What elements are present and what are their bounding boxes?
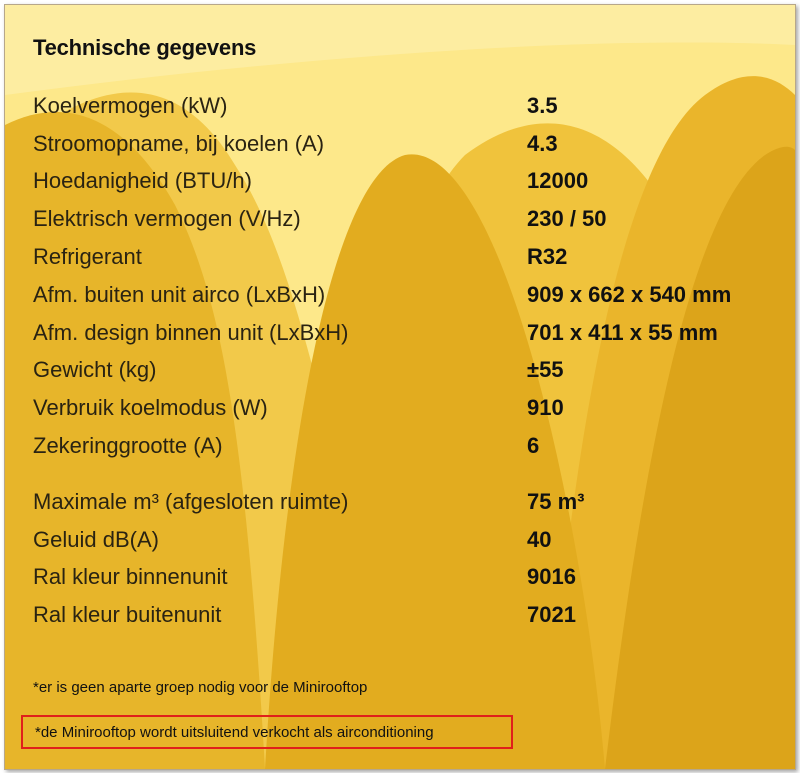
spec-value: 4.3 bbox=[527, 130, 558, 156]
spec-row-verbruik-koelmodus bbox=[33, 389, 793, 427]
spec-label: Verbruik koelmodus (W) bbox=[33, 395, 268, 421]
spec-label: Maximale m³ (afgesloten ruimte) bbox=[33, 488, 349, 514]
spec-value: 75 m³ bbox=[527, 488, 585, 514]
spec-row-hoedanigheid bbox=[33, 163, 793, 201]
spec-value: 3.5 bbox=[527, 92, 558, 118]
highlighted-footnote-box bbox=[21, 715, 513, 749]
spec-row-elektrisch-vermogen bbox=[33, 200, 793, 238]
spec-row-koelvermogen bbox=[33, 87, 793, 125]
spec-label: Hoedanigheid (BTU/h) bbox=[33, 168, 252, 194]
spec-value: ±55 bbox=[527, 357, 564, 383]
spec-label: Afm. buiten unit airco (LxBxH) bbox=[33, 281, 326, 307]
spec-value: R32 bbox=[527, 244, 568, 270]
spec-row-gewicht bbox=[33, 352, 793, 390]
spec-value: 7021 bbox=[527, 602, 576, 628]
spec-label: Gewicht (kg) bbox=[33, 357, 157, 383]
spec-label: Koelvermogen (kW) bbox=[33, 92, 228, 118]
spec-row-zekeringgrootte bbox=[33, 427, 793, 465]
spec-row-ral-binnenunit bbox=[33, 559, 793, 597]
spec-card bbox=[4, 4, 796, 770]
footnote-geen-aparte-groep: *er is geen aparte groep nodig voor de Minirooftop bbox=[33, 679, 368, 696]
spec-row-afm-binnen-unit bbox=[33, 314, 793, 352]
spec-table bbox=[33, 87, 793, 634]
spec-row-geluid bbox=[33, 521, 793, 559]
spec-value: 230 / 50 bbox=[527, 206, 607, 232]
section-title: Technische gegevens bbox=[33, 35, 257, 60]
spec-value: 12000 bbox=[527, 168, 589, 194]
spec-value: 701 x 411 x 55 mm bbox=[527, 319, 718, 345]
spec-row-refrigerant bbox=[33, 238, 793, 276]
spec-value: 909 x 662 x 540 mm bbox=[527, 281, 732, 307]
footnote-uitsluitend-airconditioning: *de Minirooftop wordt uitsluitend verkocht als airconditioning bbox=[35, 723, 434, 741]
spec-row-afm-buiten-unit bbox=[33, 276, 793, 314]
spec-value: 9016 bbox=[527, 564, 576, 590]
spec-row-maximale-ruimte bbox=[33, 483, 793, 521]
spec-value: 6 bbox=[527, 433, 540, 459]
spec-row-ral-buitenunit bbox=[33, 596, 793, 634]
spec-label: Ral kleur buitenunit bbox=[33, 602, 222, 628]
spec-label: Afm. design binnen unit (LxBxH) bbox=[33, 319, 349, 345]
spec-label: Elektrisch vermogen (V/Hz) bbox=[33, 206, 301, 232]
spec-label: Refrigerant bbox=[33, 244, 142, 270]
spec-value: 40 bbox=[527, 526, 552, 552]
spec-label: Ral kleur binnenunit bbox=[33, 564, 228, 590]
spec-value: 910 bbox=[527, 395, 564, 421]
spec-label: Geluid dB(A) bbox=[33, 526, 159, 552]
spec-label: Zekeringgrootte (A) bbox=[33, 433, 223, 459]
spec-label: Stroomopname, bij koelen (A) bbox=[33, 130, 325, 156]
spec-row-stroomopname bbox=[33, 125, 793, 163]
